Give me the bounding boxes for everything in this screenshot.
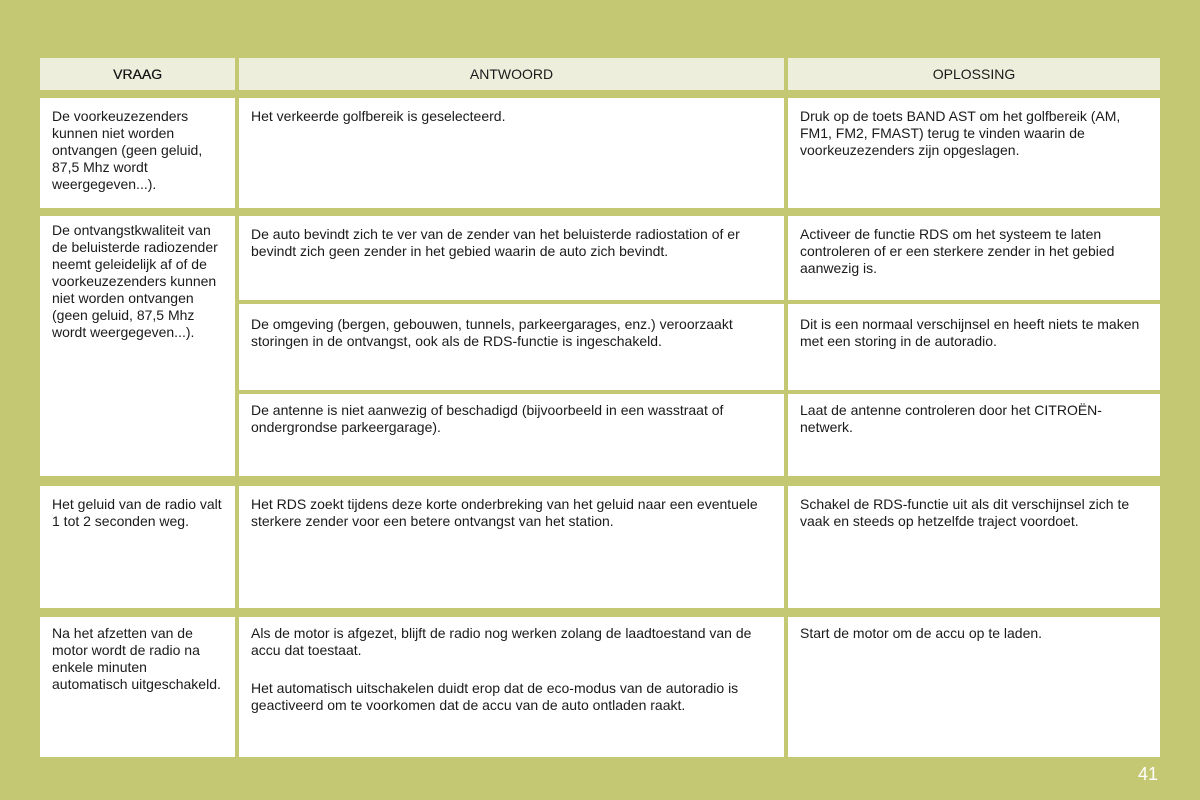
row4-question: Na het afzetten van de motor wordt de radio na enkele minuten automatisch uitgeschakeld. [40, 617, 235, 757]
header-answer-label: ANTWOORD [469, 66, 554, 82]
row3-solution: Schakel de RDS-functie uit als dit verschijnsel zich te vaak en steeds op hetzelfde traject voordoet. [788, 486, 1160, 608]
row2-answer-1: De auto bevindt zich te ver van de zender van het beluisterde radiostation of er bevindt zich geen zender in het gebied waarin de auto zich bevindt. [239, 216, 784, 300]
row4-answer [239, 617, 784, 757]
row3-answer: Het RDS zoekt tijdens deze korte onderbreking van het geluid naar een eventuele sterkere zender voor een betere ontvangst van het station. [239, 486, 784, 608]
row2-solution-1: Activeer de functie RDS om het systeem te laten controleren of er een sterkere zender in het gebied aanwezig is. [788, 216, 1160, 300]
page-number: 41 [1137, 764, 1158, 784]
row4-solution: Start de motor om de accu op te laden. [788, 617, 1160, 757]
row1-solution: Druk op de toets BAND AST om het golfbereik (AM, FM1, FM2, FMAST) terug te vinden waarin de voorkeuzezenders zijn opgeslagen. [788, 98, 1160, 208]
header-question [40, 58, 235, 90]
row2-solution-3: Laat de antenne controleren door het CITROËN-netwerk. [788, 394, 1160, 476]
row1-question: De voorkeuzezenders kunnen niet worden ontvangen (geen geluid, 87,5 Mhz wordt weergegeven...). [40, 98, 235, 208]
header-solution-label: OPLOSSING [932, 66, 1016, 82]
header-solution [788, 58, 1160, 90]
row2-answer-2: De omgeving (bergen, gebouwen, tunnels, parkeergarages, enz.) veroorzaakt storingen in de ontvangst, ook als de RDS-functie is ingeschakeld. [239, 304, 784, 390]
row4-answer-paragraph-1: Als de motor is afgezet, blijft de radio nog werken zolang de laadtoestand van de accu dat toestaat. [251, 625, 752, 658]
header-answer [239, 58, 784, 90]
row2-solution-2: Dit is een normaal verschijnsel en heeft niets te maken met een storing in de autoradio. [788, 304, 1160, 390]
row4-answer-paragraph-2: Het automatisch uitschakelen duidt erop dat de eco-modus van de autoradio is geactiveerd om te voorkomen dat de accu van de auto ontladen raakt. [251, 680, 739, 713]
row2-answer-3: De antenne is niet aanwezig of beschadigd (bijvoorbeeld in een wasstraat of ondergrondse parkeergarage). [239, 394, 784, 476]
row2-question: De ontvangstkwaliteit van de beluisterde radiozender neemt geleidelijk af of de voorkeuzezenders kunnen niet worden ontvangen (geen geluid, 87,5 Mhz wordt weergegeven...). [40, 216, 235, 476]
header-question-label: VRAAG [112, 66, 162, 82]
row1-answer: Het verkeerde golfbereik is geselecteerd. [239, 98, 784, 208]
row3-question: Het geluid van de radio valt 1 tot 2 seconden weg. [40, 486, 235, 608]
